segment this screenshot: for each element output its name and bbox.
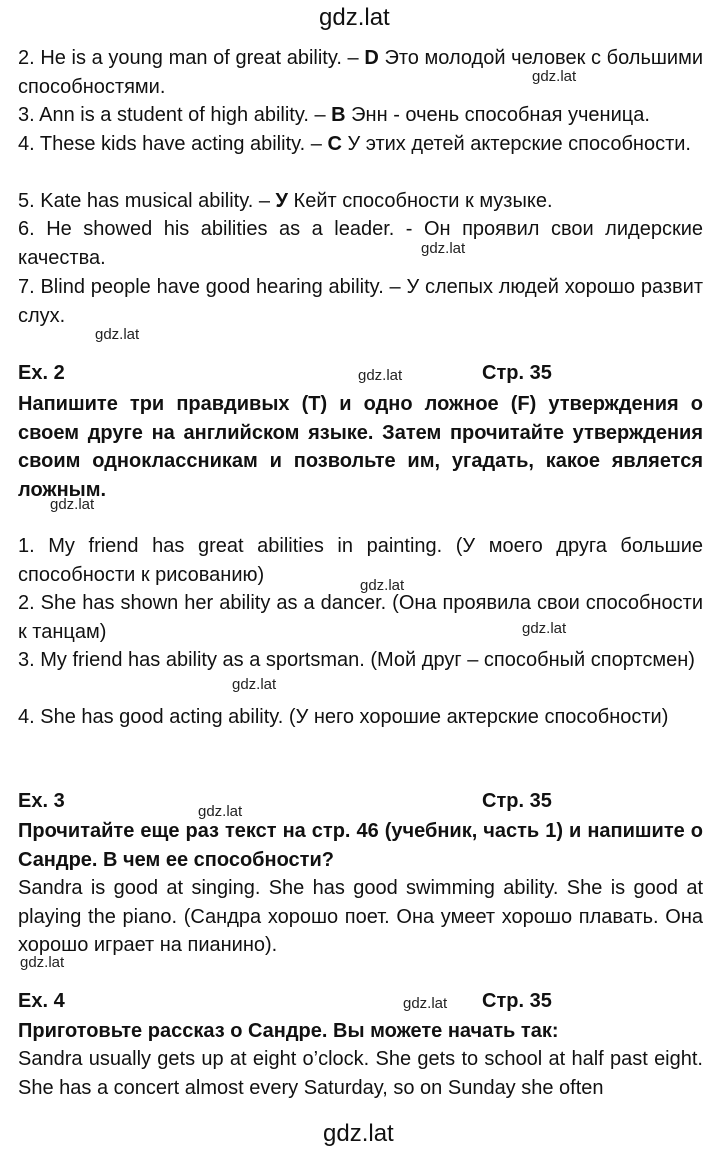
exercise-header bbox=[18, 990, 703, 1013]
exercise-label: Ex. 3 bbox=[18, 790, 65, 812]
list-item: 1. My friend has great abilities in painting. (У моего друга большие способности к рисованию) bbox=[18, 535, 703, 586]
watermark-bottom: gdz.lat bbox=[323, 1120, 394, 1147]
exercise-answer: Sandra usually gets up at eight o’clock. She gets to school at half past eight. She has a concert almost every Saturday, so on Sunday she often bbox=[18, 1048, 703, 1099]
page-reference: Стр. 35 bbox=[482, 362, 552, 384]
watermark: gdz.lat bbox=[198, 803, 243, 820]
watermark-top: gdz.lat bbox=[319, 4, 390, 31]
watermark: gdz.lat bbox=[532, 68, 577, 85]
exercise-task: Напишите три правдивых (T) и одно ложное (F) утверждения о своем друге на английском языке. Затем прочитайте утверждения своим одноклассникам и позвольте им, угадать, какое является ложным. bbox=[18, 393, 703, 501]
list-item: 3. My friend has ability as a sportsman. (Мой друг – способный спортсмен) bbox=[18, 649, 695, 671]
list-item: 4. These kids have acting ability. – C У этих детей актерские способности. bbox=[18, 133, 691, 155]
exercise-task: Приготовьте рассказ о Сандре. Вы можете начать так: bbox=[18, 1020, 559, 1042]
list-item: 7. Blind people have good hearing ability. – У слепых людей хорошо развит слух. bbox=[18, 276, 703, 327]
list-item: 3. Ann is a student of high ability. – B Энн - очень способная ученица. bbox=[18, 104, 650, 126]
exercise-header bbox=[18, 362, 703, 385]
exercise-header bbox=[18, 790, 703, 813]
watermark: gdz.lat bbox=[232, 676, 277, 693]
exercise-label: Ex. 2 bbox=[18, 362, 65, 384]
page-reference: Стр. 35 bbox=[482, 990, 552, 1012]
watermark: gdz.lat bbox=[95, 326, 140, 343]
list-item: 6. He showed his abilities as a leader. - Он проявил свои лидерские качества. bbox=[18, 218, 703, 269]
exercise-answer: Sandra is good at singing. She has good swimming ability. She is good at playing the piano. (Сандра хорошо поет. Она умеет хорошо плавать. Она хорошо играет на пианино). bbox=[18, 877, 703, 956]
exercise-task: Прочитайте еще раз текст на стр. 46 (учебник, часть 1) и напишите о Сандре. В чем ее способности? bbox=[18, 820, 703, 871]
watermark: gdz.lat bbox=[522, 620, 567, 637]
watermark: gdz.lat bbox=[403, 995, 448, 1012]
page-reference: Стр. 35 bbox=[482, 790, 552, 812]
list-item: 5. Kate has musical ability. – У Кейт способности к музыке. bbox=[18, 190, 553, 212]
list-item: 4. She has good acting ability. (У него хорошие актерские способности) bbox=[18, 706, 669, 728]
watermark: gdz.lat bbox=[358, 367, 403, 384]
watermark: gdz.lat bbox=[421, 240, 466, 257]
list-item: 2. She has shown her ability as a dancer. (Она проявила свои способности к танцам) bbox=[18, 592, 703, 643]
watermark: gdz.lat bbox=[20, 954, 65, 971]
exercise-label: Ex. 4 bbox=[18, 990, 65, 1012]
watermark: gdz.lat bbox=[360, 577, 405, 594]
watermark: gdz.lat bbox=[50, 496, 95, 513]
list-item: 2. He is a young man of great ability. – D Это молодой человек с большими способностями. bbox=[18, 47, 704, 98]
